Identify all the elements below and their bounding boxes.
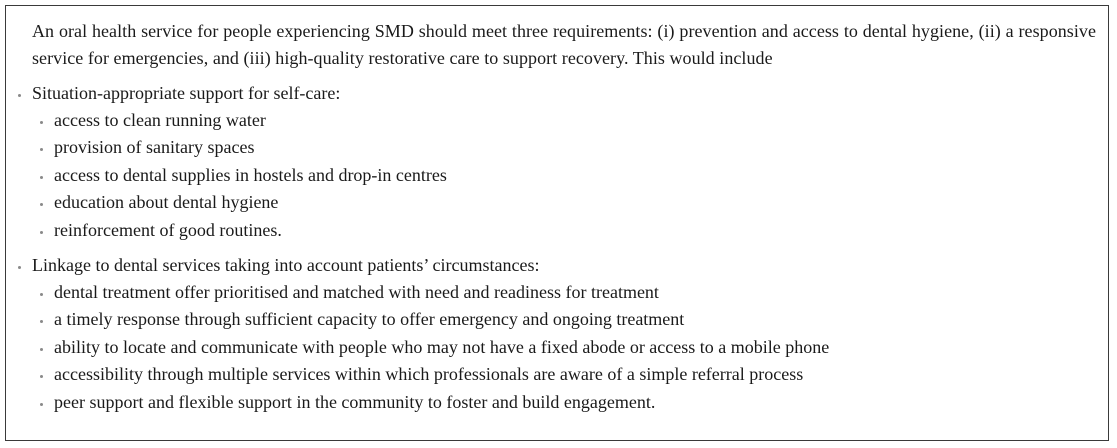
list-item xyxy=(54,389,1096,416)
group-title-text: Linkage to dental services taking into account patients’ circumstances: xyxy=(32,255,540,276)
group-self-care xyxy=(32,80,1096,244)
list-item xyxy=(54,162,1096,189)
group-title xyxy=(18,252,1096,279)
list-item-text: ability to locate and communicate with people who may not have a fixed abode or access to a mobile phone xyxy=(54,336,830,357)
list-item-text: reinforcement of good routines. xyxy=(54,219,282,240)
bullet-icon xyxy=(40,231,43,234)
list-item xyxy=(54,361,1096,388)
bullet-icon xyxy=(40,148,43,151)
list-item xyxy=(54,107,1096,134)
bullet-icon xyxy=(40,348,43,351)
list-item-text: education about dental hygiene xyxy=(54,192,279,213)
list-item xyxy=(54,189,1096,216)
group-linkage xyxy=(32,252,1096,416)
group-title xyxy=(18,80,1096,107)
intro-paragraph: An oral health service for people experiencing SMD should meet three requirements: (i) prevention and access to dental hygiene, (ii) a responsive service for emergencies, and (iii) high-quality restorative care to support recovery. This would include xyxy=(32,21,1096,68)
list-item-text: access to clean running water xyxy=(54,110,266,130)
list-item xyxy=(54,217,1096,244)
list-item-text: peer support and flexible support in the community to foster and build engagement. xyxy=(54,391,656,412)
content-box xyxy=(5,5,1109,441)
bullet-icon xyxy=(40,293,43,296)
list-item-text: accessibility through multiple services within which professionals are aware of a simple referral process xyxy=(54,364,804,385)
bullet-icon xyxy=(40,176,43,179)
bullet-icon xyxy=(18,266,21,269)
sub-list xyxy=(54,107,1096,244)
list-item-text: dental treatment offer prioritised and matched with need and readiness for treatment xyxy=(54,282,659,303)
bullet-icon xyxy=(40,320,43,323)
bullet-icon xyxy=(40,121,43,124)
list-item-text: a timely response through sufficient capacity to offer emergency and ongoing treatment xyxy=(54,309,685,330)
requirements-list xyxy=(32,80,1096,416)
sub-list xyxy=(54,279,1096,416)
list-item xyxy=(54,334,1096,361)
list-item-text: access to dental supplies in hostels and drop-in centres xyxy=(54,164,447,185)
group-title-text: Situation-appropriate support for self-care: xyxy=(32,83,341,103)
list-item xyxy=(54,134,1096,161)
list-item-text: provision of sanitary spaces xyxy=(54,137,255,158)
bullet-icon xyxy=(18,94,21,97)
list-item xyxy=(54,279,1096,306)
bullet-icon xyxy=(40,375,43,378)
bullet-icon xyxy=(40,203,43,206)
list-item xyxy=(54,306,1096,333)
bullet-icon xyxy=(40,403,43,406)
